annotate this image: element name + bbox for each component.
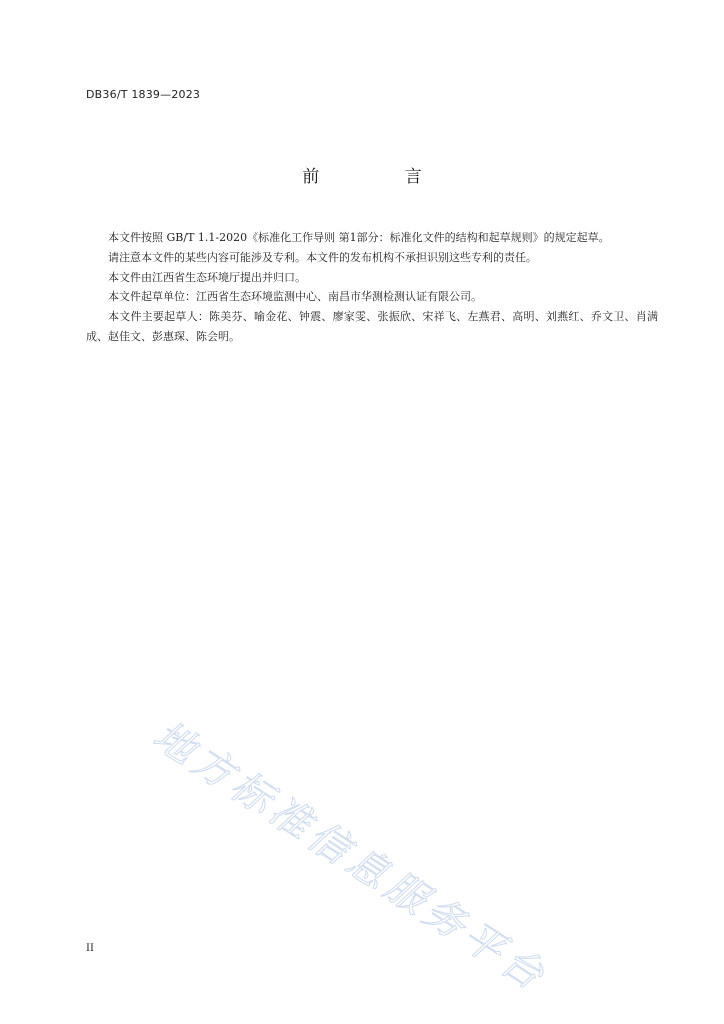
page-title: 前 言 [302,167,462,187]
foreword-body [86,228,658,347]
page-number: II [86,943,94,954]
paragraph-drafters: 本文件主要起草人：陈美芬、喻金花、钟震、廖家雯、张振欣、宋祥飞、左燕君、高明、刘燕红、乔文卫、肖满成、赵佳文、彭惠琛、陈会明。 [86,310,658,343]
paragraph-drafting-rules: 本文件按照 GB/T 1.1-2020《标准化工作导则 第1部分：标准化文件的结构和起草规则》的规定起草。 [108,231,610,244]
paragraph-drafting-units: 本文件起草单位：江西省生态环境监测中心、南昌市华测检测认证有限公司。 [108,290,482,304]
standard-number-header: DB36/T 1839—2023 [86,88,201,101]
watermark: 地方标准信息服务平台 [145,712,556,1002]
paragraph-patent-notice: 请注意本文件的某些内容可能涉及专利。本文件的发布机构不承担识别这些专利的责任。 [108,250,537,264]
paragraph-proposer: 本文件由江西省生态环境厅提出并归口。 [108,270,306,284]
